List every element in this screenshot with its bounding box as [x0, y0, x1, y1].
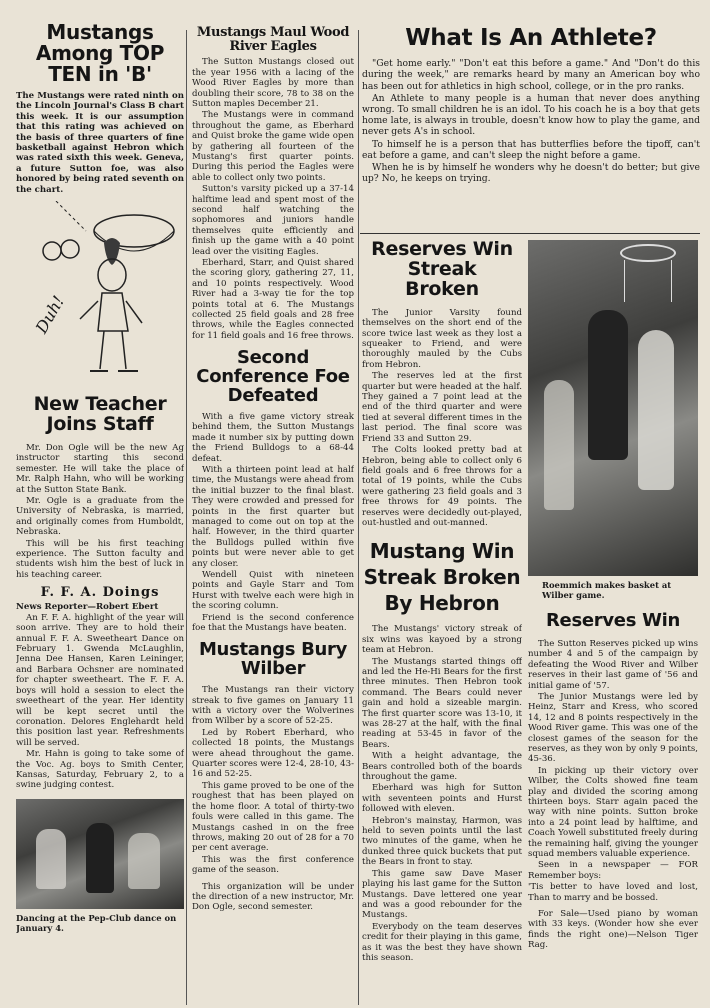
- ffa-paragraph: Mr. Hahn is going to take some of the Voc. Ag. boys to Smith Center, Kansas, Saturday, February 2, to a swine judging contest.: [16, 749, 184, 791]
- second-conference-paragraph: With a thirteen point lead at half time, the Mustangs were ahead from the initial buzzer to the final blast. They were crowded and pressed for points in the first quarter but managed to come out on top at the half. However, in the third quarter the Bulldogs pulled within five points but were never able to get any closer.: [192, 464, 354, 569]
- mustang-streak-paragraph: With a height advantage, the Bears controlled both of the boards throughout the game.: [362, 751, 522, 783]
- top-ten-headline: Mustangs Among TOP TEN in 'B': [35, 22, 165, 86]
- wilber-game-photo: [528, 240, 698, 576]
- second-conference-paragraph: Friend is the second conference foe that the Mustangs have beaten.: [192, 612, 354, 634]
- athlete-paragraph: An Athlete to many people is a human that never does anything wrong. To small children he is an idol. To his coach he is a boy that gets home late, is always in trouble, doesn't know how to play the game, and never gets A's in school.: [362, 92, 700, 138]
- ffa-byline: News Reporter—Robert Ebert: [16, 601, 159, 612]
- reserves-streak-paragraph: The Colts looked pretty bad at Hebron, being able to collect only 6 field goals and 6 free throws for a total of 19 points, while the Cubs were gathering 23 field goals and 3 free throws for 49 points. The reserves were decidedly out-played, out-hustled and out-manned.: [362, 445, 522, 528]
- mustang-streak-headline: Mustang Win Streak Broken By Hebron: [363, 539, 521, 616]
- reserves-win-paragraph: The Junior Mustangs were led by Heinz, Starr and Kress, who scored 14, 12 and 8 points respectively in the Wood River game. This was one of the closest games of the season for the reserves, as they won by only 9 points, 45-36.: [528, 691, 698, 765]
- column-divider: [358, 30, 359, 1005]
- column-divider: [186, 30, 187, 1005]
- new-teacher-paragraph: Mr. Ogle is a graduate from the University of Nebraska, is married, and originally comes from Humboldt, Nebraska.: [16, 495, 184, 538]
- bury-wilber-paragraph: This game proved to be one of the roughest that has been played on the home floor. A total of thirty-two fouls were called in this game. The Mustangs cashed in on the free throws, making 20 out of 28 for a 70 per cent average.: [192, 780, 354, 854]
- wilber-photo-caption: Roemmich makes basket at Wilber game.: [542, 580, 672, 600]
- mustang-streak-paragraph: The Mustangs started things off and led the He-Hi Bears for the first three minutes. Then Hebron took command. The Bears could never gain and hold a sizeable margin. The first quarter score was 13-10, it was 28-27 at the half, with the final reading at 53-45 in favor of the Bears.: [362, 656, 522, 750]
- reserves-win-headline: Reserves Win: [545, 610, 681, 631]
- maul-paragraph: The Mustangs were in command throughout the game, as Eberhard and Quist broke the game wide open by gathering all fourteen of the Mustang's first quarter points. During this period the Eagles were able to collect only two points.: [192, 110, 354, 183]
- new-teacher-paragraph: Mr. Don Ogle will be the new Ag instructor starting this second semester. He will take the place of Mr. Ralph Hahn, who will be working at the Sutton State Bank.: [16, 442, 184, 495]
- top-ten-body: The Mustangs were rated ninth on the Lincoln Journal's Class B chart this week. It is our assumption that this rating was achieved on the basis of three quarters of fine basketball against Hebron which was rated sixth this week. Geneva, a future Sutton foe, was also honored by being rated seventh on the chart.: [16, 91, 184, 195]
- column-1: [16, 22, 184, 1006]
- athlete-paragraph: "Get home early." "Don't eat this before a game." And "Don't do this during the week," are remarks heard by many an American boy who has been out for athletics in high school, college, or in the pro ranks.: [362, 58, 700, 92]
- mustang-streak-paragraph: Everybody on the team deserves credit for their playing in this game, as it was the best they have shown this season.: [362, 921, 522, 963]
- athlete-paragraph: To himself he is a person that has butterflies before the tipoff, can't eat before a game, and can't sleep the night before a game.: [362, 138, 700, 161]
- column-2: [192, 26, 354, 1006]
- cartoon: [16, 201, 184, 389]
- bury-wilber-paragraph: This was the first conference game of the season.: [192, 854, 354, 876]
- bury-wilber-headline: Mustangs Bury Wilber: [198, 639, 348, 680]
- maul-paragraph: Sutton's varsity picked up a 37-14 halftime lead and spent most of the second half watching the sophomores and juniors handle themselves quite efficiently and finish up the game with a 40 point lead over the visiting Eagles.: [192, 184, 354, 257]
- ffa-headline: F. F. A. Doings: [40, 585, 160, 601]
- ffa-paragraph: An F. F. A. highlight of the year will soon arrive. They are to hold their annual F. F. A. Sweetheart Dance on February 1. Gwenda McLaughlin, Jenna Dee Hansen, Karen Leininger, and Barbara Ochsner are nominated for chapter sweetheart. The F. F. A. boys will hold a session to elect the sweetheart of the year. Her identity will be kept secret until the coronation. Delores Englehardt held this position last year. Refreshments will be served.: [16, 612, 184, 748]
- athlete-paragraph: When he is by himself he wonders why he doesn't do better; but give up? No, he keeps on trying.: [362, 161, 700, 185]
- cartoon-drawing: [16, 201, 184, 389]
- second-conference-paragraph: With a five game victory streak behind them, the Sutton Mustangs made it number six by putting down the Friend Bulldogs to a 68-44 defeat.: [192, 411, 354, 464]
- bury-wilber-paragraph: The Mustangs ran their victory streak to five games on January 11 with a victory over the Wolverines from Wilber by a score of 52-25.: [192, 685, 354, 727]
- reserves-win-paragraph: In picking up their victory over Wilber, the Colts showed fine team play and divided the scoring among thirteen boys. Starr again paced the way with nine points. Sutton broke into a 24 point lead by halftime, and Coach Yowell substituted freely during the remaining half, giving the younger squad members valuable experience.: [528, 765, 698, 860]
- reserves-win-poem-intro: Seen in a newspaper — FOR Remember boys:: [528, 860, 698, 881]
- reserves-win-ad: For Sale—Used piano by woman with 33 keys. (Wonder how she ever finds the right one)—Nelson Tiger Rag.: [528, 909, 698, 951]
- maul-paragraph: The Sutton Mustangs closed out the year 1956 with a lacing of the Wood River Eagles by more than doubling their score, 78 to 38 on the Sutton maples December 21.: [192, 57, 354, 109]
- reserves-streak-paragraph: The reserves led at the first quarter but were headed at the half. They gained a 7 point lead at the end of the third quarter and were tied at several different times in the last period. The final score was Friend 33 and Sutton 29.: [362, 371, 522, 444]
- mustang-streak-paragraph: The Mustangs' victory streak of six wins was kayoed by a strong team at Hebron.: [362, 624, 522, 656]
- column-3: [362, 238, 522, 1006]
- mustang-streak-paragraph: This game saw Dave Maser playing his last game for the Sutton Mustangs. Dave lettered one year and was a good rebounder for the Mustangs.: [362, 868, 522, 921]
- new-teacher-paragraph: This will be his first teaching experience. The Sutton faculty and students wish him the best of luck in his teaching career.: [16, 538, 184, 580]
- reserves-win-paragraph: The Sutton Reserves picked up wins number 4 and 5 of the campaign by defeating the Wood River and Wilber reserves in their last game of '56 and initial game of '57.: [528, 638, 698, 691]
- athlete-article: [362, 26, 700, 230]
- bury-wilber-paragraph: Led by Robert Eberhard, who collected 18 points, the Mustangs were ahead throughout the game. Quarter scores were 12-4, 28-10, 43-16 and 52-25.: [192, 727, 354, 780]
- reserves-streak-paragraph: The Junior Varsity found themselves on the short end of the score twice last week as they lost a squeaker to Friend, and were thoroughly mauled by the Cubs from Hebron.: [362, 307, 522, 370]
- maul-headline: Mustangs Maul Wood River Eagles: [196, 26, 350, 54]
- maul-paragraph: Eberhard, Starr, and Quist shared the scoring glory, gathering 27, 11, and 10 points respectively. Wood River had a 3-way tie for the top points total at 6. The Mustangs collected 25 field goals and 28 free throws, while the Eagles connected for 11 field goals and 16 free throws.: [192, 258, 354, 341]
- bury-wilber-paragraph: This organization will be under the direction of a new instructor, Mr. Don Ogle, second semester.: [192, 881, 354, 913]
- pep-club-dance-photo: [16, 799, 184, 909]
- athlete-headline: What Is An Athlete?: [405, 26, 657, 51]
- mustang-streak-paragraph: Hebron's mainstay, Harmon, was held to seven points until the last two minutes of the game, when he dunked three quick buckets that put the Bears in front to stay.: [362, 815, 522, 868]
- second-conference-headline: Second Conference Foe Defeated: [196, 347, 350, 407]
- new-teacher-headline: New Teacher Joins Staff: [33, 393, 167, 435]
- mustang-streak-paragraph: Eberhard was high for Sutton with seventeen points and Hurst followed with eleven.: [362, 783, 522, 815]
- reserves-win-poem: 'Tis better to have loved and lost, Than to marry and be bossed.: [528, 882, 698, 903]
- cartoon-duh-text: Duh!: [31, 292, 69, 337]
- section-divider: [360, 233, 700, 234]
- second-conference-paragraph: Wendell Quist with nineteen points and Gayle Starr and Tom Hurst with twelve each were high in the scoring column.: [192, 570, 354, 612]
- column-4: [528, 240, 698, 1006]
- pep-club-photo-caption: Dancing at the Pep-Club dance on January 4.: [16, 912, 177, 933]
- reserves-streak-headline: Reserves Win Streak Broken: [371, 238, 513, 300]
